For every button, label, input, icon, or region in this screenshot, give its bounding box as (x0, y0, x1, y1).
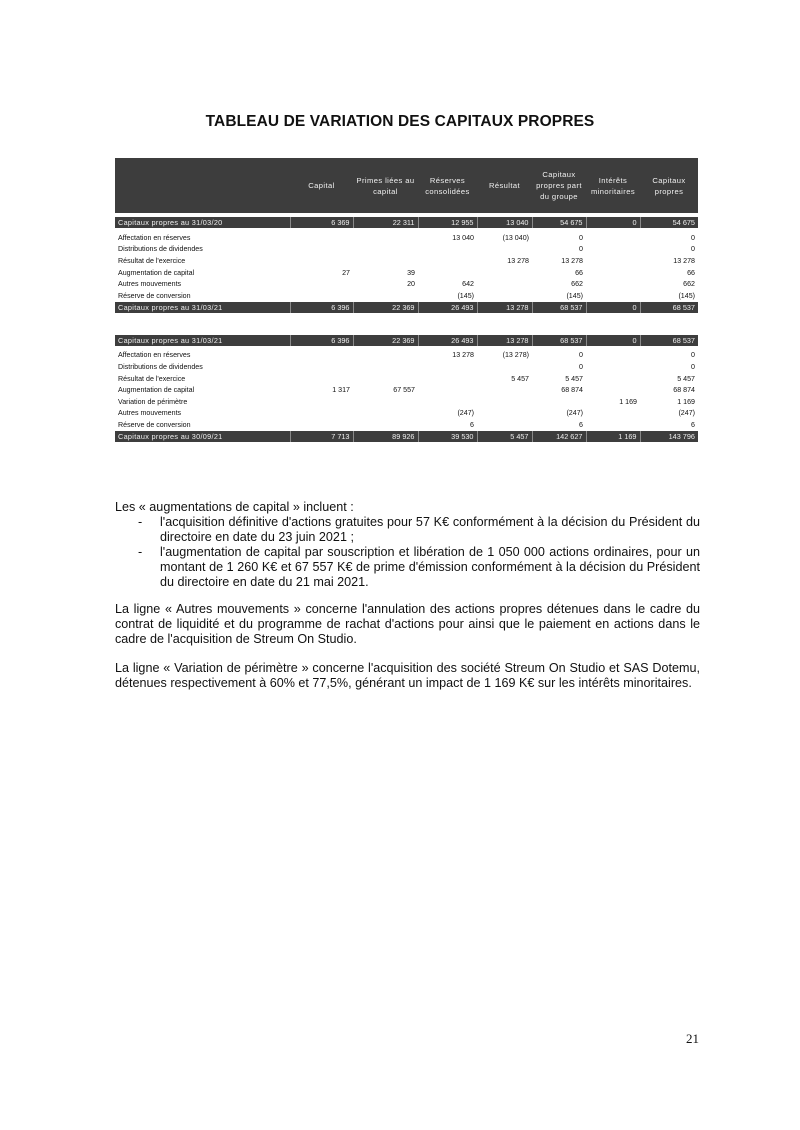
table-row (115, 255, 698, 267)
table-cell: 0 (579, 351, 583, 360)
table-cell (290, 361, 353, 373)
bullet-dash: - (138, 545, 143, 559)
notes-bullet-list (115, 515, 700, 590)
table-cell (586, 384, 640, 396)
opening-balance-row (115, 217, 698, 228)
table-cell (586, 361, 640, 373)
table-cell: 26 493 (418, 335, 477, 346)
table-cell (586, 232, 640, 244)
bullet-text: l'acquisition définitive d'actions gratuites pour 57 K€ conformément à la décision du Président du directoire en date du 23 juin 2021 ; (160, 515, 700, 544)
table-cell: 12 955 (418, 217, 477, 228)
table-cell: 0 (691, 245, 695, 254)
table-cell: 68 537 (640, 335, 698, 346)
row-label: Autres mouvements (118, 409, 182, 418)
table-row (115, 419, 698, 431)
spacer-cell (115, 313, 698, 335)
table-cell: 0 (586, 302, 640, 313)
table-cell (353, 255, 418, 267)
table-cell: 6 396 (290, 302, 353, 313)
closing-balance-row (115, 431, 698, 442)
table-cell: 0 (691, 233, 695, 242)
table-cell: 22 369 (353, 302, 418, 313)
table-cell (290, 278, 353, 290)
table-cell: (247) (678, 409, 695, 418)
row-label: Affectation en réserves (118, 233, 191, 242)
table-cell: (145) (457, 291, 474, 300)
table-row (115, 384, 698, 396)
table-cell (586, 350, 640, 362)
table-cell (586, 290, 640, 302)
table-cell (418, 255, 477, 267)
table-cell: 662 (571, 280, 583, 289)
row-label: Augmentation de capital (118, 386, 195, 395)
table-cell (353, 244, 418, 256)
table-cell: 39 (407, 268, 415, 277)
table-cell: 5 457 (511, 374, 529, 383)
table-cell (477, 408, 532, 420)
table-row (115, 396, 698, 408)
table-cell: 1 169 (619, 397, 637, 406)
table-cell: 13 278 (477, 335, 532, 346)
header-capitaux-propres: Capitaux propres (640, 158, 698, 213)
table-cell: 13 278 (507, 256, 529, 265)
table-cell: 13 040 (452, 233, 474, 242)
table-cell (418, 396, 477, 408)
table-cell (586, 267, 640, 279)
equity-variation-table (115, 158, 698, 442)
table-cell (586, 278, 640, 290)
table-cell: 68 874 (561, 386, 583, 395)
table-cell: 13 278 (673, 256, 695, 265)
row-label: Autres mouvements (118, 280, 182, 289)
table-cell: 0 (691, 351, 695, 360)
table-cell (353, 361, 418, 373)
table-cell: 5 457 (477, 431, 532, 442)
table-cell (586, 419, 640, 431)
table-cell: 6 396 (290, 335, 353, 346)
row-label: Augmentation de capital (118, 268, 195, 277)
table-row (115, 408, 698, 420)
notes-bullet-item (115, 515, 700, 545)
table-cell: 22 311 (353, 217, 418, 228)
notes-intro: Les « augmentations de capital » incluent : (115, 500, 354, 514)
table-cell: 5 457 (677, 374, 695, 383)
table-cell (586, 244, 640, 256)
table-cell (477, 384, 532, 396)
table-cell: 67 557 (393, 386, 415, 395)
table-cell: 66 (687, 268, 695, 277)
table-cell: 54 675 (532, 217, 586, 228)
table-cell (477, 361, 532, 373)
table-cell: 39 530 (418, 431, 477, 442)
page-number: 21 (686, 1031, 699, 1046)
table-cell (290, 232, 353, 244)
table-cell (477, 244, 532, 256)
table-cell: 68 537 (532, 302, 586, 313)
table-cell (477, 396, 532, 408)
table-cell: 642 (462, 280, 474, 289)
table-cell (586, 255, 640, 267)
bullet-dash: - (138, 515, 143, 529)
table-row (115, 361, 698, 373)
spacer-row (115, 313, 698, 335)
row-label: Distributions de dividendes (118, 362, 203, 371)
row-label: Capitaux propres au 31/03/21 (115, 335, 290, 346)
page-title: TABLEAU DE VARIATION DES CAPITAUX PROPRES (205, 113, 595, 130)
table-cell: (13 040) (502, 233, 529, 242)
closing-balance-row (115, 302, 698, 313)
table-cell (353, 396, 418, 408)
table-cell (418, 244, 477, 256)
table-cell (418, 361, 477, 373)
table-cell: 0 (579, 362, 583, 371)
table-cell: (13 278) (502, 351, 529, 360)
table-row (115, 373, 698, 385)
table-cell: 54 675 (640, 217, 698, 228)
table-row (115, 350, 698, 362)
table-cell (290, 408, 353, 420)
header-capitaux-groupe: Capitaux propres part du groupe (532, 158, 586, 213)
table-row (115, 267, 698, 279)
table-cell (290, 350, 353, 362)
note-autres-mouvements: La ligne « Autres mouvements » concerne l'annulation des actions propres détenues dans le cadre du contrat de liquidité et du programme de rachat d'actions pour ainsi que le paiement en actions dans le cadre de l'acquisition de Streum On Studio. (115, 602, 700, 646)
table-cell: 1 169 (586, 431, 640, 442)
table-cell (290, 255, 353, 267)
table-cell: (247) (457, 409, 474, 418)
table-cell: 0 (691, 362, 695, 371)
table-cell: (145) (678, 291, 695, 300)
table-cell (418, 373, 477, 385)
table-cell: 20 (407, 280, 415, 289)
row-label: Réserve de conversion (118, 291, 191, 300)
row-label: Capitaux propres au 31/03/21 (115, 302, 290, 313)
table-cell: 0 (579, 233, 583, 242)
notes-bullet-item (115, 545, 700, 590)
table-cell: 142 627 (532, 431, 586, 442)
header-primes: Primes liées au capital (353, 158, 418, 213)
table-cell: 68 537 (532, 335, 586, 346)
table-cell (290, 419, 353, 431)
header-resultat: Résultat (477, 158, 532, 213)
row-label: Résultat de l'exercice (118, 256, 186, 265)
table-cell: 66 (575, 268, 583, 277)
table-cell (477, 278, 532, 290)
table-cell (418, 267, 477, 279)
header-reserves: Réserves consolidées (418, 158, 477, 213)
table-cell (290, 396, 353, 408)
table-cell: 13 278 (561, 256, 583, 265)
row-label: Affectation en réserves (118, 351, 191, 360)
table-row (115, 290, 698, 302)
table-header-row (115, 158, 698, 213)
table-cell: 0 (586, 217, 640, 228)
table-body (115, 213, 698, 442)
table-cell: (145) (566, 291, 583, 300)
table-row (115, 244, 698, 256)
header-capital: Capital (290, 158, 353, 213)
table-cell: 68 874 (673, 386, 695, 395)
bullet-text: l'augmentation de capital par souscription et libération de 1 050 000 actions ordinaires, pour un montant de 1 260 K€ et 67 557 K€ de prime d'émission conformément à la décision du Président du directoire en date du 21 mai 2021. (160, 545, 700, 589)
table-cell: 7 713 (290, 431, 353, 442)
capital-increase-notes (115, 500, 700, 590)
table-cell (290, 244, 353, 256)
table-cell (353, 232, 418, 244)
equity-variation-table-container (115, 158, 698, 442)
table-cell (477, 290, 532, 302)
table-cell: 27 (342, 268, 350, 277)
table-cell (353, 419, 418, 431)
table-cell: 662 (683, 280, 695, 289)
table-cell: 22 369 (353, 335, 418, 346)
table-cell (353, 350, 418, 362)
table-cell (477, 419, 532, 431)
table-cell: 6 (470, 420, 474, 429)
table-cell: 0 (579, 245, 583, 254)
table-cell: 6 369 (290, 217, 353, 228)
table-cell (353, 408, 418, 420)
table-cell: 26 493 (418, 302, 477, 313)
row-label: Variation de périmètre (118, 397, 188, 406)
row-label: Capitaux propres au 31/03/20 (115, 217, 290, 228)
table-cell: 13 040 (477, 217, 532, 228)
note-variation-perimetre: La ligne « Variation de périmètre » concerne l'acquisition des société Streum On Studio et SAS Dotemu, détenues respectivement à 60% et 77,5%, générant un impact de 1 169 K€ sur les intérêts minoritaires. (115, 661, 700, 690)
table-cell (353, 373, 418, 385)
row-label: Capitaux propres au 30/09/21 (115, 431, 290, 442)
table-cell: 0 (586, 335, 640, 346)
opening-balance-row (115, 335, 698, 346)
table-cell (586, 408, 640, 420)
table-cell (290, 373, 353, 385)
table-cell: 143 796 (640, 431, 698, 442)
table-cell (418, 384, 477, 396)
table-cell: 13 278 (452, 351, 474, 360)
row-label: Résultat de l'exercice (118, 374, 186, 383)
row-label: Distributions de dividendes (118, 245, 203, 254)
table-cell (353, 290, 418, 302)
table-cell: 1 169 (677, 397, 695, 406)
table-cell (586, 373, 640, 385)
table-cell: 6 (579, 420, 583, 429)
table-row (115, 232, 698, 244)
header-label-empty (115, 158, 290, 213)
row-label: Réserve de conversion (118, 420, 191, 429)
table-cell: 5 457 (565, 374, 583, 383)
table-cell: 13 278 (477, 302, 532, 313)
table-cell: 89 926 (353, 431, 418, 442)
table-cell (290, 290, 353, 302)
table-cell: 6 (691, 420, 695, 429)
table-cell: (247) (566, 409, 583, 418)
table-cell: 68 537 (640, 302, 698, 313)
table-cell (532, 396, 586, 408)
table-cell: 1 317 (332, 386, 350, 395)
table-cell (477, 267, 532, 279)
header-interets-minoritaires: Intérêts minoritaires (586, 158, 640, 213)
table-row (115, 278, 698, 290)
